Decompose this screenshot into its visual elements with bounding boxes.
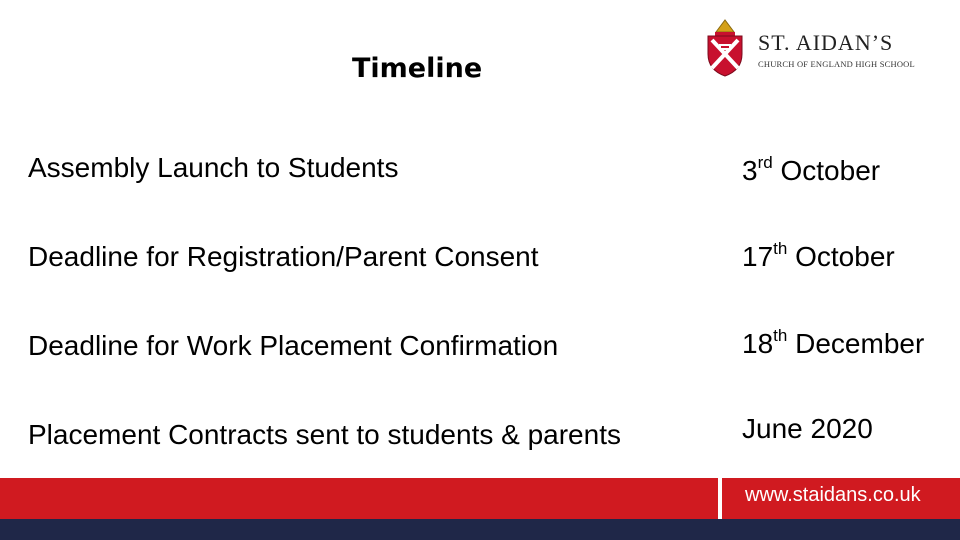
timeline-date: June 2020 <box>742 413 873 444</box>
school-subtitle: CHURCH OF ENGLAND HIGH SCHOOL <box>758 59 915 69</box>
timeline-date <box>742 154 880 188</box>
timeline-event: Deadline for Registration/Parent Consent <box>28 241 539 272</box>
school-crest-icon <box>700 18 750 78</box>
date-day: 18 <box>742 328 774 359</box>
slide-title: Timeline <box>352 53 483 84</box>
timeline-event: Placement Contracts sent to students & parents <box>28 419 621 450</box>
timeline-event: Deadline for Work Placement Confirmation <box>28 330 559 361</box>
date-month: October <box>795 241 895 272</box>
timeline-date <box>742 327 924 361</box>
date-day: 17 <box>742 241 774 272</box>
school-name: ST. AIDAN’S <box>758 30 894 55</box>
date-month: October <box>780 155 881 186</box>
footer-website-link[interactable]: www.staidans.co.uk <box>745 484 921 506</box>
date-month: December <box>795 328 925 359</box>
date-suffix: rd <box>757 153 773 172</box>
timeline-date <box>742 240 895 274</box>
footer-navy-strip <box>0 519 960 540</box>
school-logo <box>700 18 930 82</box>
footer-bar <box>0 478 960 540</box>
date-suffix: th <box>773 326 788 345</box>
date-day: 3 <box>742 155 758 186</box>
date-suffix: th <box>773 239 788 258</box>
footer-divider <box>718 478 722 519</box>
timeline-event: Assembly Launch to Students <box>28 152 399 183</box>
